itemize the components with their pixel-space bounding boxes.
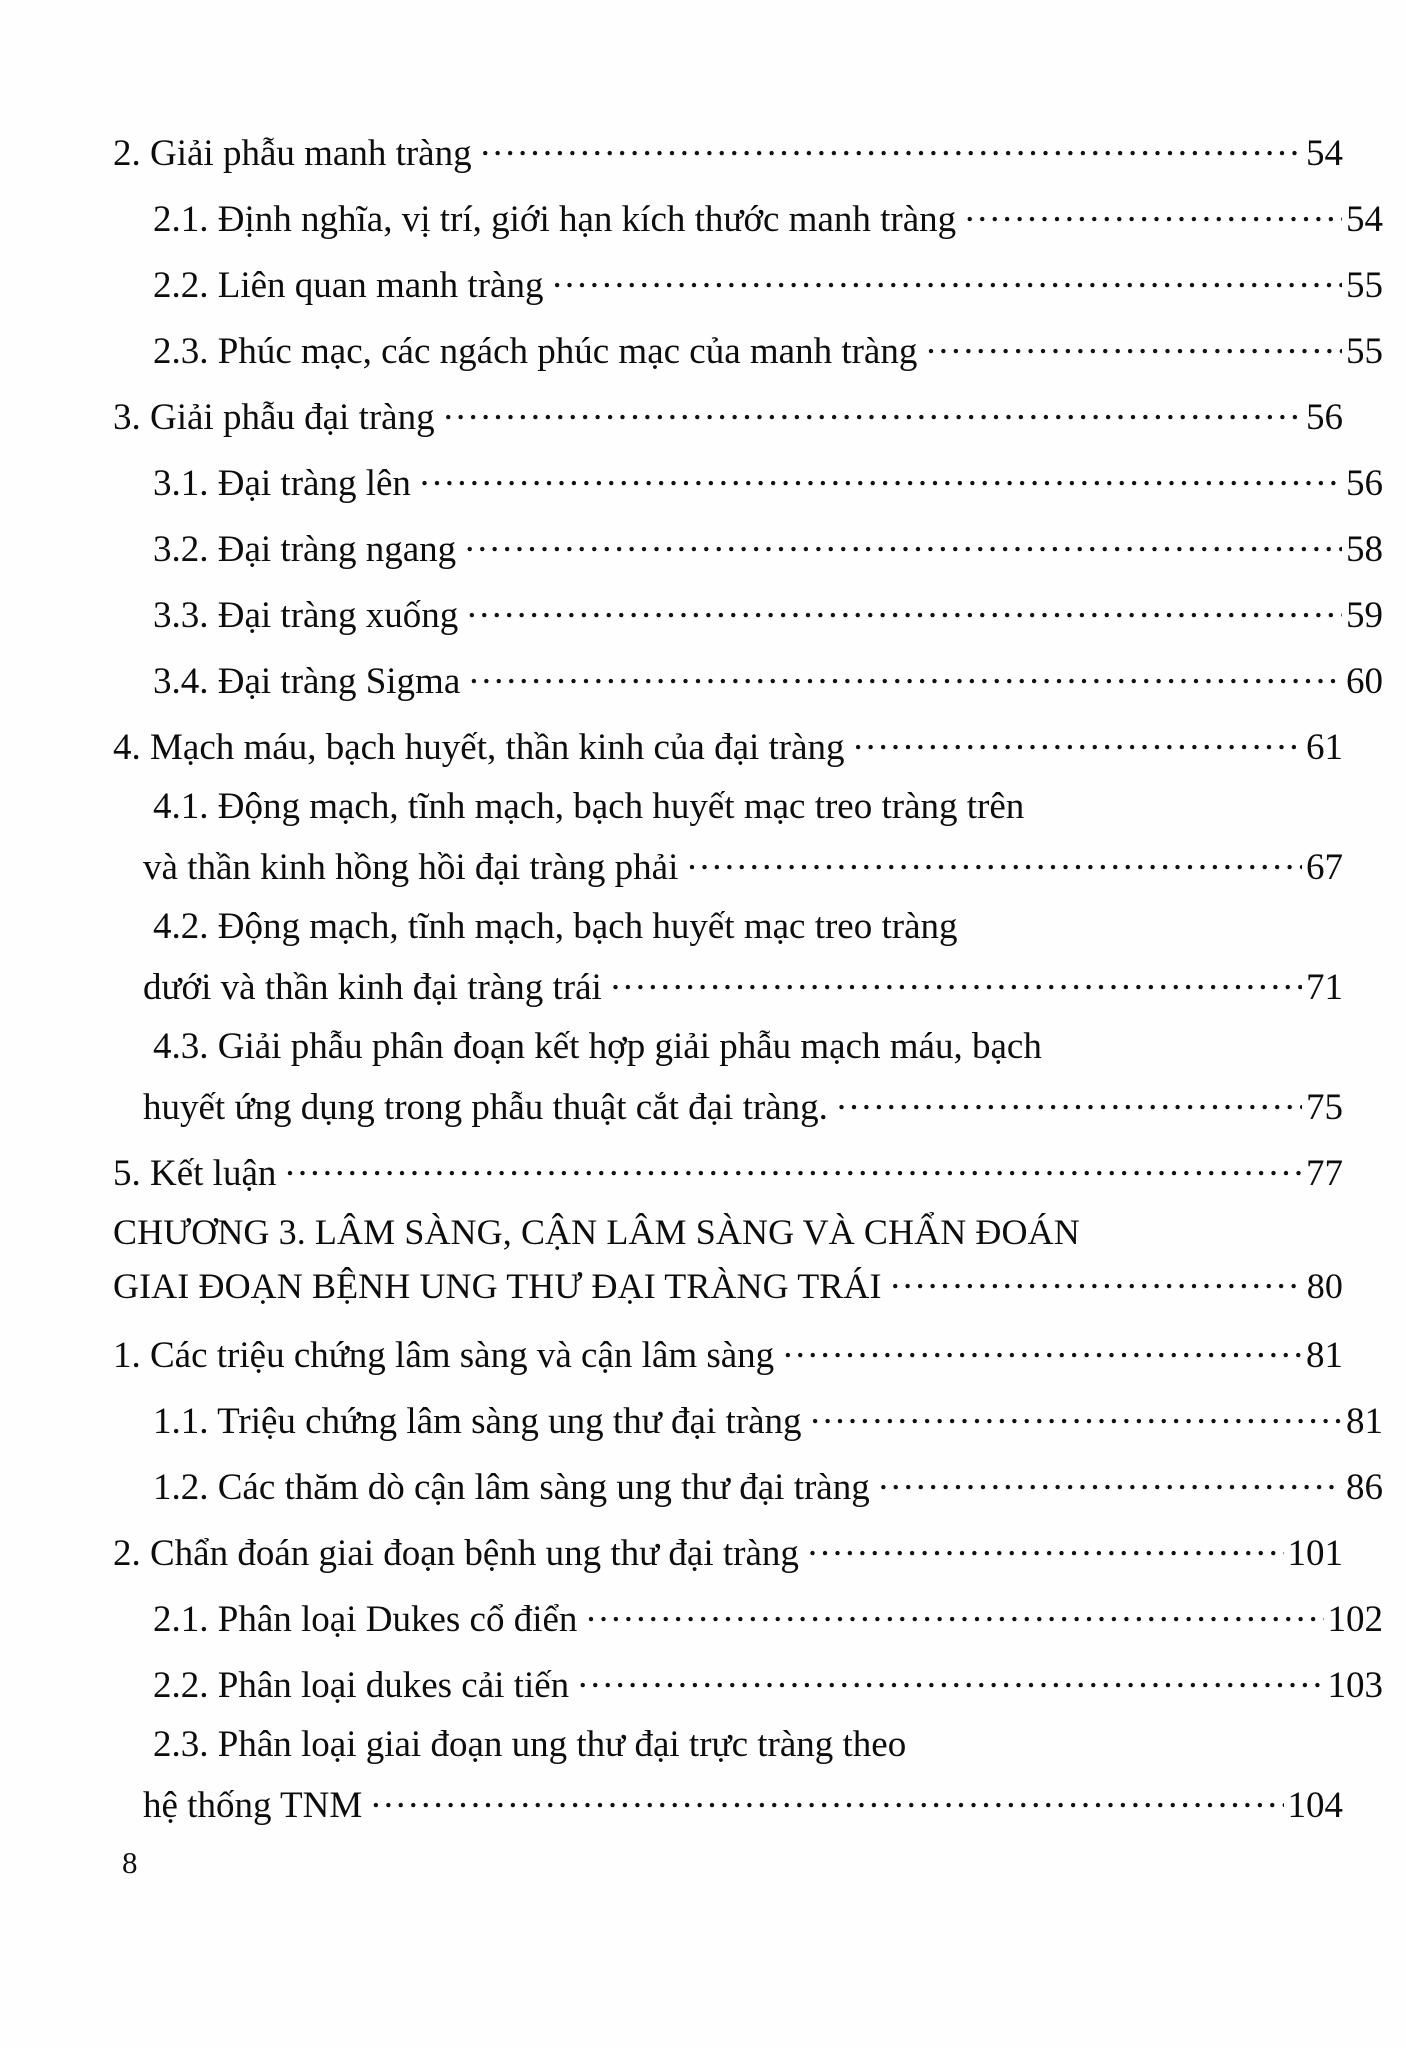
toc-dot-leader — [891, 1262, 1303, 1298]
toc-entry[interactable] — [153, 524, 1383, 568]
toc-entry-label-line2: huyết ứng dụng trong phẫu thuật cắt đại tràng. — [143, 1087, 828, 1128]
toc-entry-label: 4. Mạch máu, bạch huyết, thần kinh của đại tràng — [113, 727, 845, 768]
toc-entry-line2-row — [113, 1262, 1343, 1304]
toc-entry-page-number: 86 — [1346, 1467, 1383, 1508]
toc-dot-leader — [837, 1082, 1302, 1119]
toc-entry-label: 2. Chẩn đoán giai đoạn bệnh ung thư đại tràng — [113, 1533, 799, 1574]
toc-entry-label-line2: và thần kinh hồng hồi đại tràng phải — [143, 847, 679, 888]
toc-entry-label: 2.1. Định nghĩa, vị trí, giới hạn kích thước manh tràng — [153, 199, 957, 240]
toc-entry-label: 1.2. Các thăm dò cận lâm sàng ung thư đại tràng — [153, 1467, 870, 1508]
toc-entry-label-line1: 4.2. Động mạch, tĩnh mạch, bạch huyết mạc treo tràng — [153, 906, 958, 947]
toc-entry-page-number: 102 — [1327, 1599, 1383, 1640]
toc-entry-label: 3. Giải phẫu đại tràng — [113, 397, 435, 438]
toc-entry-page-number: 56 — [1346, 463, 1383, 504]
toc-entry-page-number: 75 — [1306, 1087, 1343, 1128]
toc-entry-page-number: 71 — [1306, 967, 1343, 1008]
toc-entry-label-line2: hệ thống TNM — [143, 1785, 363, 1826]
toc-entry-label: 2.1. Phân loại Dukes cổ điển — [153, 1599, 578, 1640]
toc-entry-wrapped[interactable] — [113, 1028, 1343, 1126]
toc-entry-label: 2.2. Liên quan manh tràng — [153, 265, 544, 306]
toc-entry-page-number: 81 — [1346, 1401, 1383, 1442]
toc-entry[interactable] — [113, 128, 1343, 172]
toc-dot-leader — [926, 326, 1342, 363]
toc-entry-page-number: 80 — [1306, 1266, 1343, 1306]
toc-entry-line2-row — [143, 962, 1343, 1006]
toc-dot-leader — [371, 1780, 1283, 1817]
table-of-contents-list — [113, 128, 1383, 1846]
toc-entry[interactable] — [153, 458, 1383, 502]
toc-entry-page-number: 58 — [1346, 529, 1383, 570]
toc-entry-page-number: 55 — [1346, 265, 1383, 306]
toc-dot-leader — [420, 458, 1342, 495]
toc-entry-label-line1: 2.3. Phân loại giai đoạn ung thư đại trực tràng theo — [153, 1724, 907, 1765]
toc-entry-page-number: 55 — [1346, 331, 1383, 372]
toc-dot-leader — [811, 1396, 1343, 1433]
toc-entry-line2-row — [143, 1082, 1343, 1126]
toc-entry-label: 2.2. Phân loại dukes cải tiến — [153, 1665, 570, 1706]
toc-entry-label-line1: 4.1. Động mạch, tĩnh mạch, bạch huyết mạc treo tràng trên — [153, 786, 1025, 827]
toc-chapter-entry[interactable] — [113, 1214, 1343, 1304]
toc-dot-leader — [965, 194, 1342, 231]
toc-entry-page-number: 81 — [1306, 1335, 1343, 1376]
toc-dot-leader — [611, 962, 1302, 999]
toc-dot-leader — [854, 722, 1302, 759]
toc-dot-leader — [586, 1594, 1323, 1631]
toc-entry[interactable] — [113, 392, 1343, 436]
toc-entry-page-number: 77 — [1306, 1153, 1343, 1194]
footer-page-number: 8 — [122, 1845, 138, 1880]
toc-dot-leader — [481, 128, 1302, 165]
toc-entry[interactable] — [113, 1528, 1343, 1572]
toc-entry-page-number: 54 — [1306, 133, 1343, 174]
toc-entry[interactable] — [153, 590, 1383, 634]
toc-dot-leader — [783, 1330, 1302, 1367]
toc-entry-label: 3.1. Đại tràng lên — [153, 463, 411, 504]
toc-entry[interactable] — [153, 1396, 1383, 1440]
toc-entry[interactable] — [153, 1462, 1383, 1506]
toc-entry-label: 5. Kết luận — [113, 1153, 277, 1194]
toc-entry-page-number: 54 — [1346, 199, 1383, 240]
toc-entry-label: 2.3. Phúc mạc, các ngách phúc mạc của manh tràng — [153, 331, 918, 372]
toc-entry[interactable] — [153, 1594, 1383, 1638]
toc-dot-leader — [687, 842, 1302, 879]
toc-entry[interactable] — [113, 1148, 1343, 1192]
toc-dot-leader — [465, 524, 1342, 561]
toc-entry[interactable] — [153, 194, 1383, 238]
toc-entry-label-line1: 4.3. Giải phẫu phân đoạn kết hợp giải phẫu mạch máu, bạch — [153, 1026, 1042, 1067]
toc-entry-wrapped[interactable] — [113, 1726, 1343, 1824]
toc-entry-wrapped[interactable] — [113, 908, 1343, 1006]
toc-entry-page-number: 61 — [1306, 727, 1343, 768]
toc-entry-page-number: 59 — [1346, 595, 1383, 636]
toc-entry[interactable] — [113, 1330, 1343, 1374]
toc-entry-label: 3.3. Đại tràng xuống — [153, 595, 459, 636]
toc-entry-page-number: 103 — [1327, 1665, 1383, 1706]
toc-entry-label: 2. Giải phẫu manh tràng — [113, 133, 472, 174]
toc-entry[interactable] — [113, 722, 1343, 766]
toc-entry-page-number: 56 — [1306, 397, 1343, 438]
toc-entry-line2-row — [143, 842, 1343, 886]
toc-dot-leader — [469, 656, 1342, 693]
toc-dot-leader — [578, 1660, 1323, 1697]
toc-entry[interactable] — [153, 260, 1383, 304]
toc-entry-label-line2: GIAI ĐOẠN BỆNH UNG THƯ ĐẠI TRÀNG TRÁI — [113, 1266, 882, 1306]
toc-entry-wrapped[interactable] — [113, 788, 1343, 886]
toc-dot-leader — [285, 1148, 1302, 1185]
toc-dot-leader — [879, 1462, 1342, 1499]
toc-dot-leader — [552, 260, 1342, 297]
toc-dot-leader — [808, 1528, 1284, 1565]
toc-entry-page-number: 104 — [1287, 1785, 1343, 1826]
toc-entry[interactable] — [153, 1660, 1383, 1704]
toc-entry-page-number: 101 — [1287, 1533, 1343, 1574]
toc-dot-leader — [444, 392, 1302, 429]
toc-entry-label-line2: dưới và thần kinh đại tràng trái — [143, 967, 602, 1008]
toc-entry[interactable] — [153, 656, 1383, 700]
toc-entry-label: 3.4. Đại tràng Sigma — [153, 661, 461, 702]
toc-entry-line2-row — [143, 1780, 1343, 1824]
toc-entry-page-number: 67 — [1306, 847, 1343, 888]
toc-entry-label-line1: CHƯƠNG 3. LÂM SÀNG, CẬN LÂM SÀNG VÀ CHẨN ĐOÁN — [113, 1212, 1080, 1252]
toc-entry-label: 1. Các triệu chứng lâm sàng và cận lâm sàng — [113, 1335, 775, 1376]
toc-entry-page-number: 60 — [1346, 661, 1383, 702]
toc-entry-label: 3.2. Đại tràng ngang — [153, 529, 457, 570]
toc-dot-leader — [467, 590, 1342, 627]
toc-entry-label: 1.1. Triệu chứng lâm sàng ung thư đại tràng — [153, 1401, 802, 1442]
toc-entry[interactable] — [153, 326, 1383, 370]
